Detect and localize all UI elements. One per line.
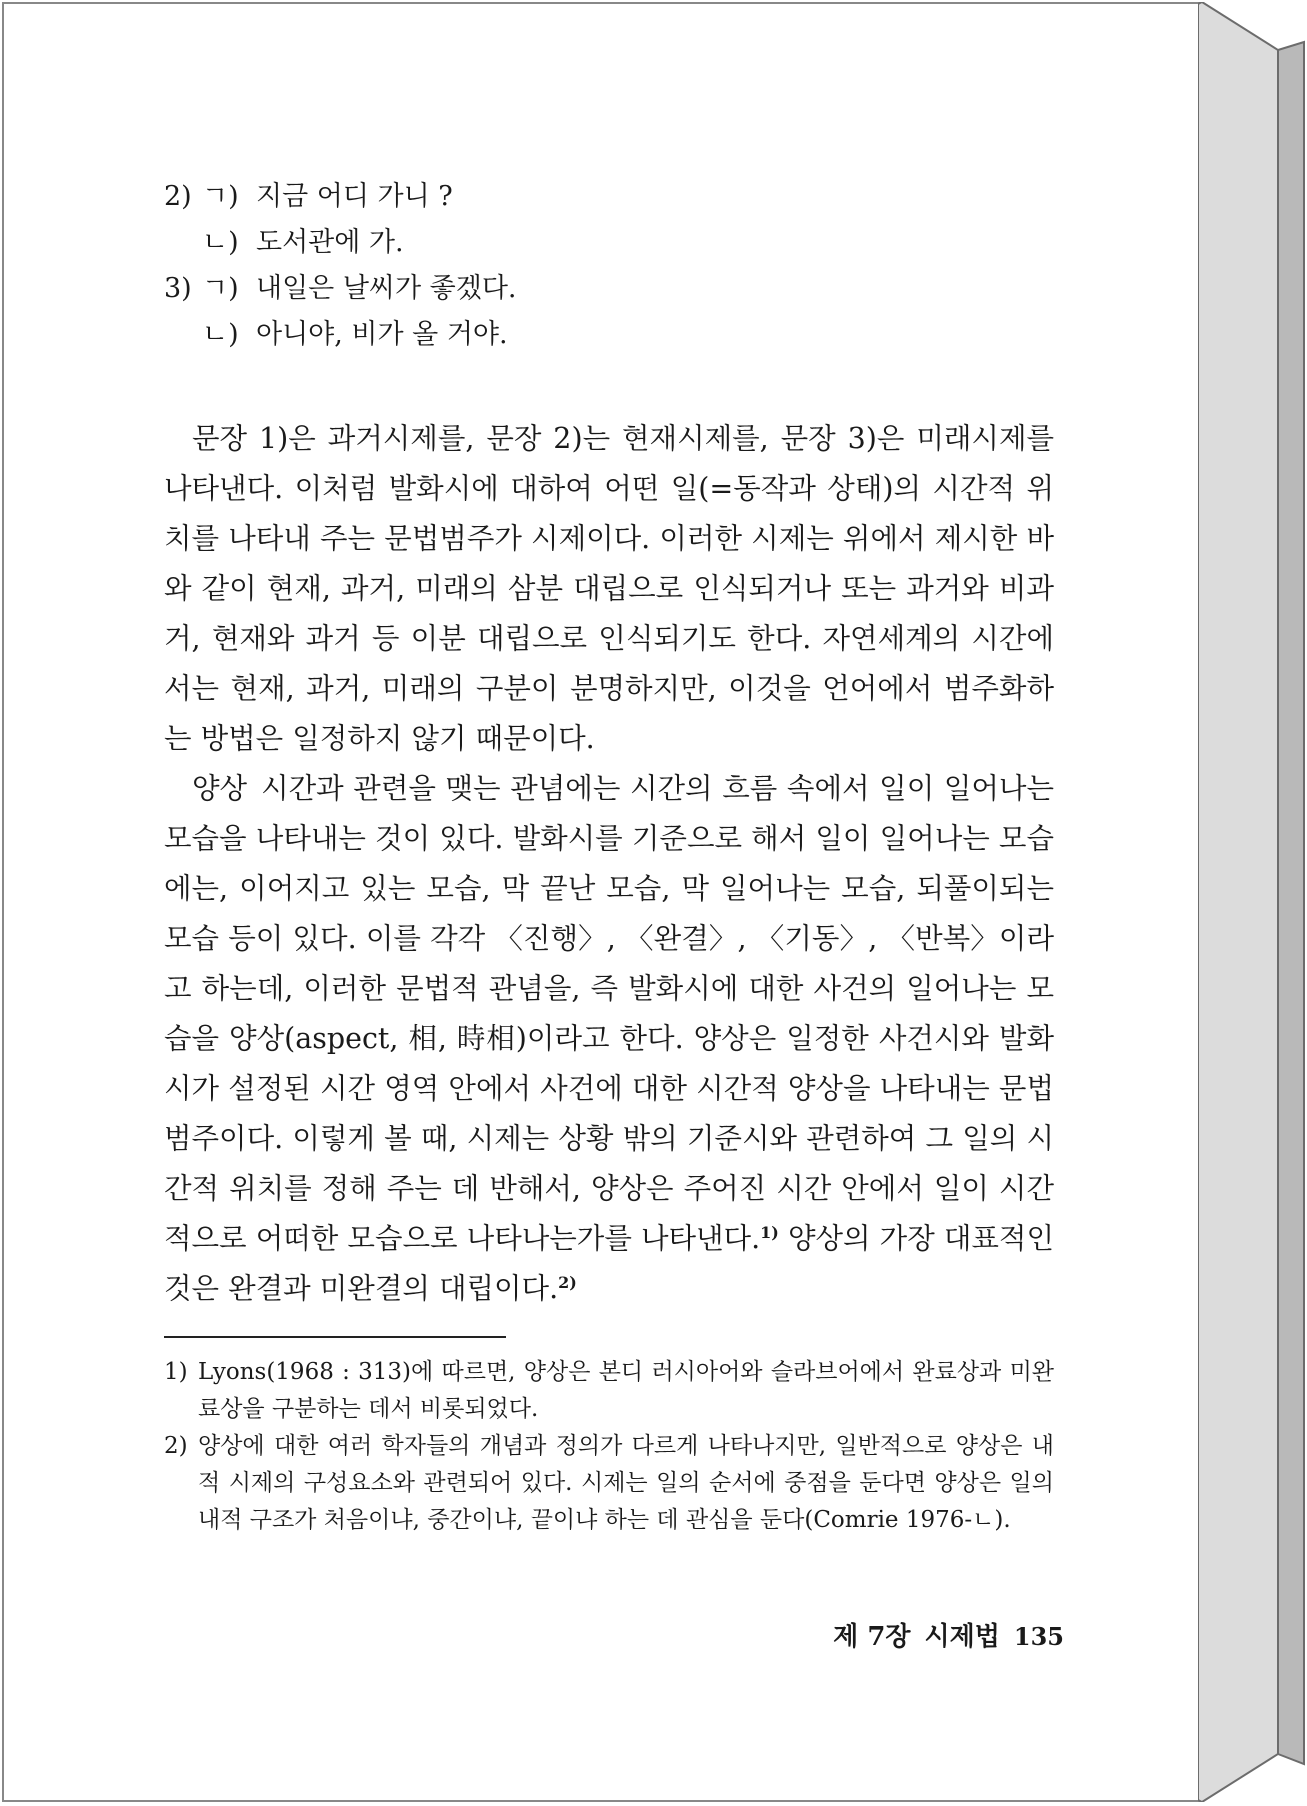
- example-line: [164, 312, 1054, 358]
- page-number: 135: [1013, 1622, 1064, 1651]
- paragraph-aspect-tail: 양상의 가장 대표적인 것은 완결과 미완결의 대립이다.: [164, 1222, 1054, 1305]
- example-text: 지금 어디 가니 ?: [256, 181, 453, 212]
- body-text: [164, 414, 1054, 1314]
- footnote-number: 1): [164, 1359, 188, 1385]
- example-marker: ㄴ): [202, 319, 239, 350]
- footnote-text: Lyons(1968 : 313)에 따르면, 양상은 본디 러시아어와 슬라브어에서 완료상과 미완료상을 구분하는 데서 비롯되었다.: [198, 1359, 1054, 1422]
- page-content: [164, 174, 1054, 1539]
- footnote: [164, 1428, 1054, 1539]
- example-text: 내일은 날씨가 좋겠다.: [256, 273, 517, 304]
- example-number: 2): [164, 181, 192, 212]
- paragraph-aspect: [164, 764, 1054, 1314]
- book-page: [2, 2, 1200, 1802]
- paragraph-tense: 문장 1)은 과거시제를, 문장 2)는 현재시제를, 문장 3)은 미래시제를 나타낸다. 이처럼 발화시에 대하여 어떤 일(=동작과 상태)의 시간적 위치를 나타내 주는 문법범주가 시제이다. 이러한 시제는 위에서 제시한 바와 같이 현재, 과거, 미래의 삼분 대립으로 인식되거나 또는 과거와 비과거, 현재와 과거 등 이분 대립으로 인식되기도 한다. 자연세계의 시간에서는 현재, 과거, 미래의 구분이 분명하지만, 이것을 언어에서 범주화하는 방법은 일정하지 않기 때문이다.: [164, 422, 1054, 755]
- footnote-number: 2): [164, 1433, 188, 1459]
- example-text: 도서관에 가.: [256, 227, 404, 258]
- footnote-ref: 1): [760, 1223, 779, 1242]
- example-line: [164, 174, 1054, 220]
- footnote-ref: 2): [558, 1273, 577, 1292]
- chapter-label: 제 7장: [833, 1622, 911, 1652]
- footnote-divider: [164, 1336, 506, 1338]
- example-line: [164, 220, 1054, 266]
- paragraph-aspect-text: 시간과 관련을 맺는 관념에는 시간의 흐름 속에서 일이 일어나는 모습을 나타내는 것이 있다. 발화시를 기준으로 해서 일이 일어나는 모습에는, 이어지고 있는 모습, 막 끝난 모습, 막 일어나는 모습, 되풀이되는 모습 등이 있다. 이를 각각 〈진행〉, 〈완결〉, 〈기동〉, 〈반복〉이라고 하는데, 이러한 문법적 관념을, 즉 발화시에 대한 사건의 일어나는 모습을 양상(aspect, 相, 時相)이라고 한다. 양상은 일정한 사건시와 발화시가 설정된 시간 영역 안에서 사건에 대한 시간적 양상을 나타내는 문법범주이다. 이렇게 볼 때, 시제는 상황 밖의 기준시와 관련하여 그 일의 시간적 위치를 정해 주는 데 반해서, 양상은 주어진 시간 안에서 일이 시간적으로 어떠한 모습으로 나타나는가를 나타낸다.: [164, 772, 1054, 1255]
- example-marker: ㄱ): [202, 181, 239, 212]
- example-marker: ㄴ): [202, 227, 239, 258]
- footnote: [164, 1354, 1054, 1428]
- running-footer: [784, 1616, 1064, 1653]
- book-spine: [1198, 2, 1305, 1802]
- example-text: 아니야, 비가 올 거야.: [256, 319, 508, 350]
- footnote-text: 양상에 대한 여러 학자들의 개념과 정의가 다르게 나타나지만, 일반적으로 양상은 내적 시제의 구성요소와 관련되어 있다. 시제는 일의 순서에 중점을 둔다면 양상은 일의 내적 구조가 처음이냐, 중간이냐, 끝이냐 하는 데 관심을 둔다(Comrie 1976-ㄴ).: [198, 1433, 1054, 1533]
- example-number: 3): [164, 273, 192, 304]
- example-marker: ㄱ): [202, 273, 239, 304]
- section-term: 양상: [192, 772, 248, 805]
- example-line: [164, 266, 1054, 312]
- chapter-title: 시제법: [924, 1622, 1000, 1652]
